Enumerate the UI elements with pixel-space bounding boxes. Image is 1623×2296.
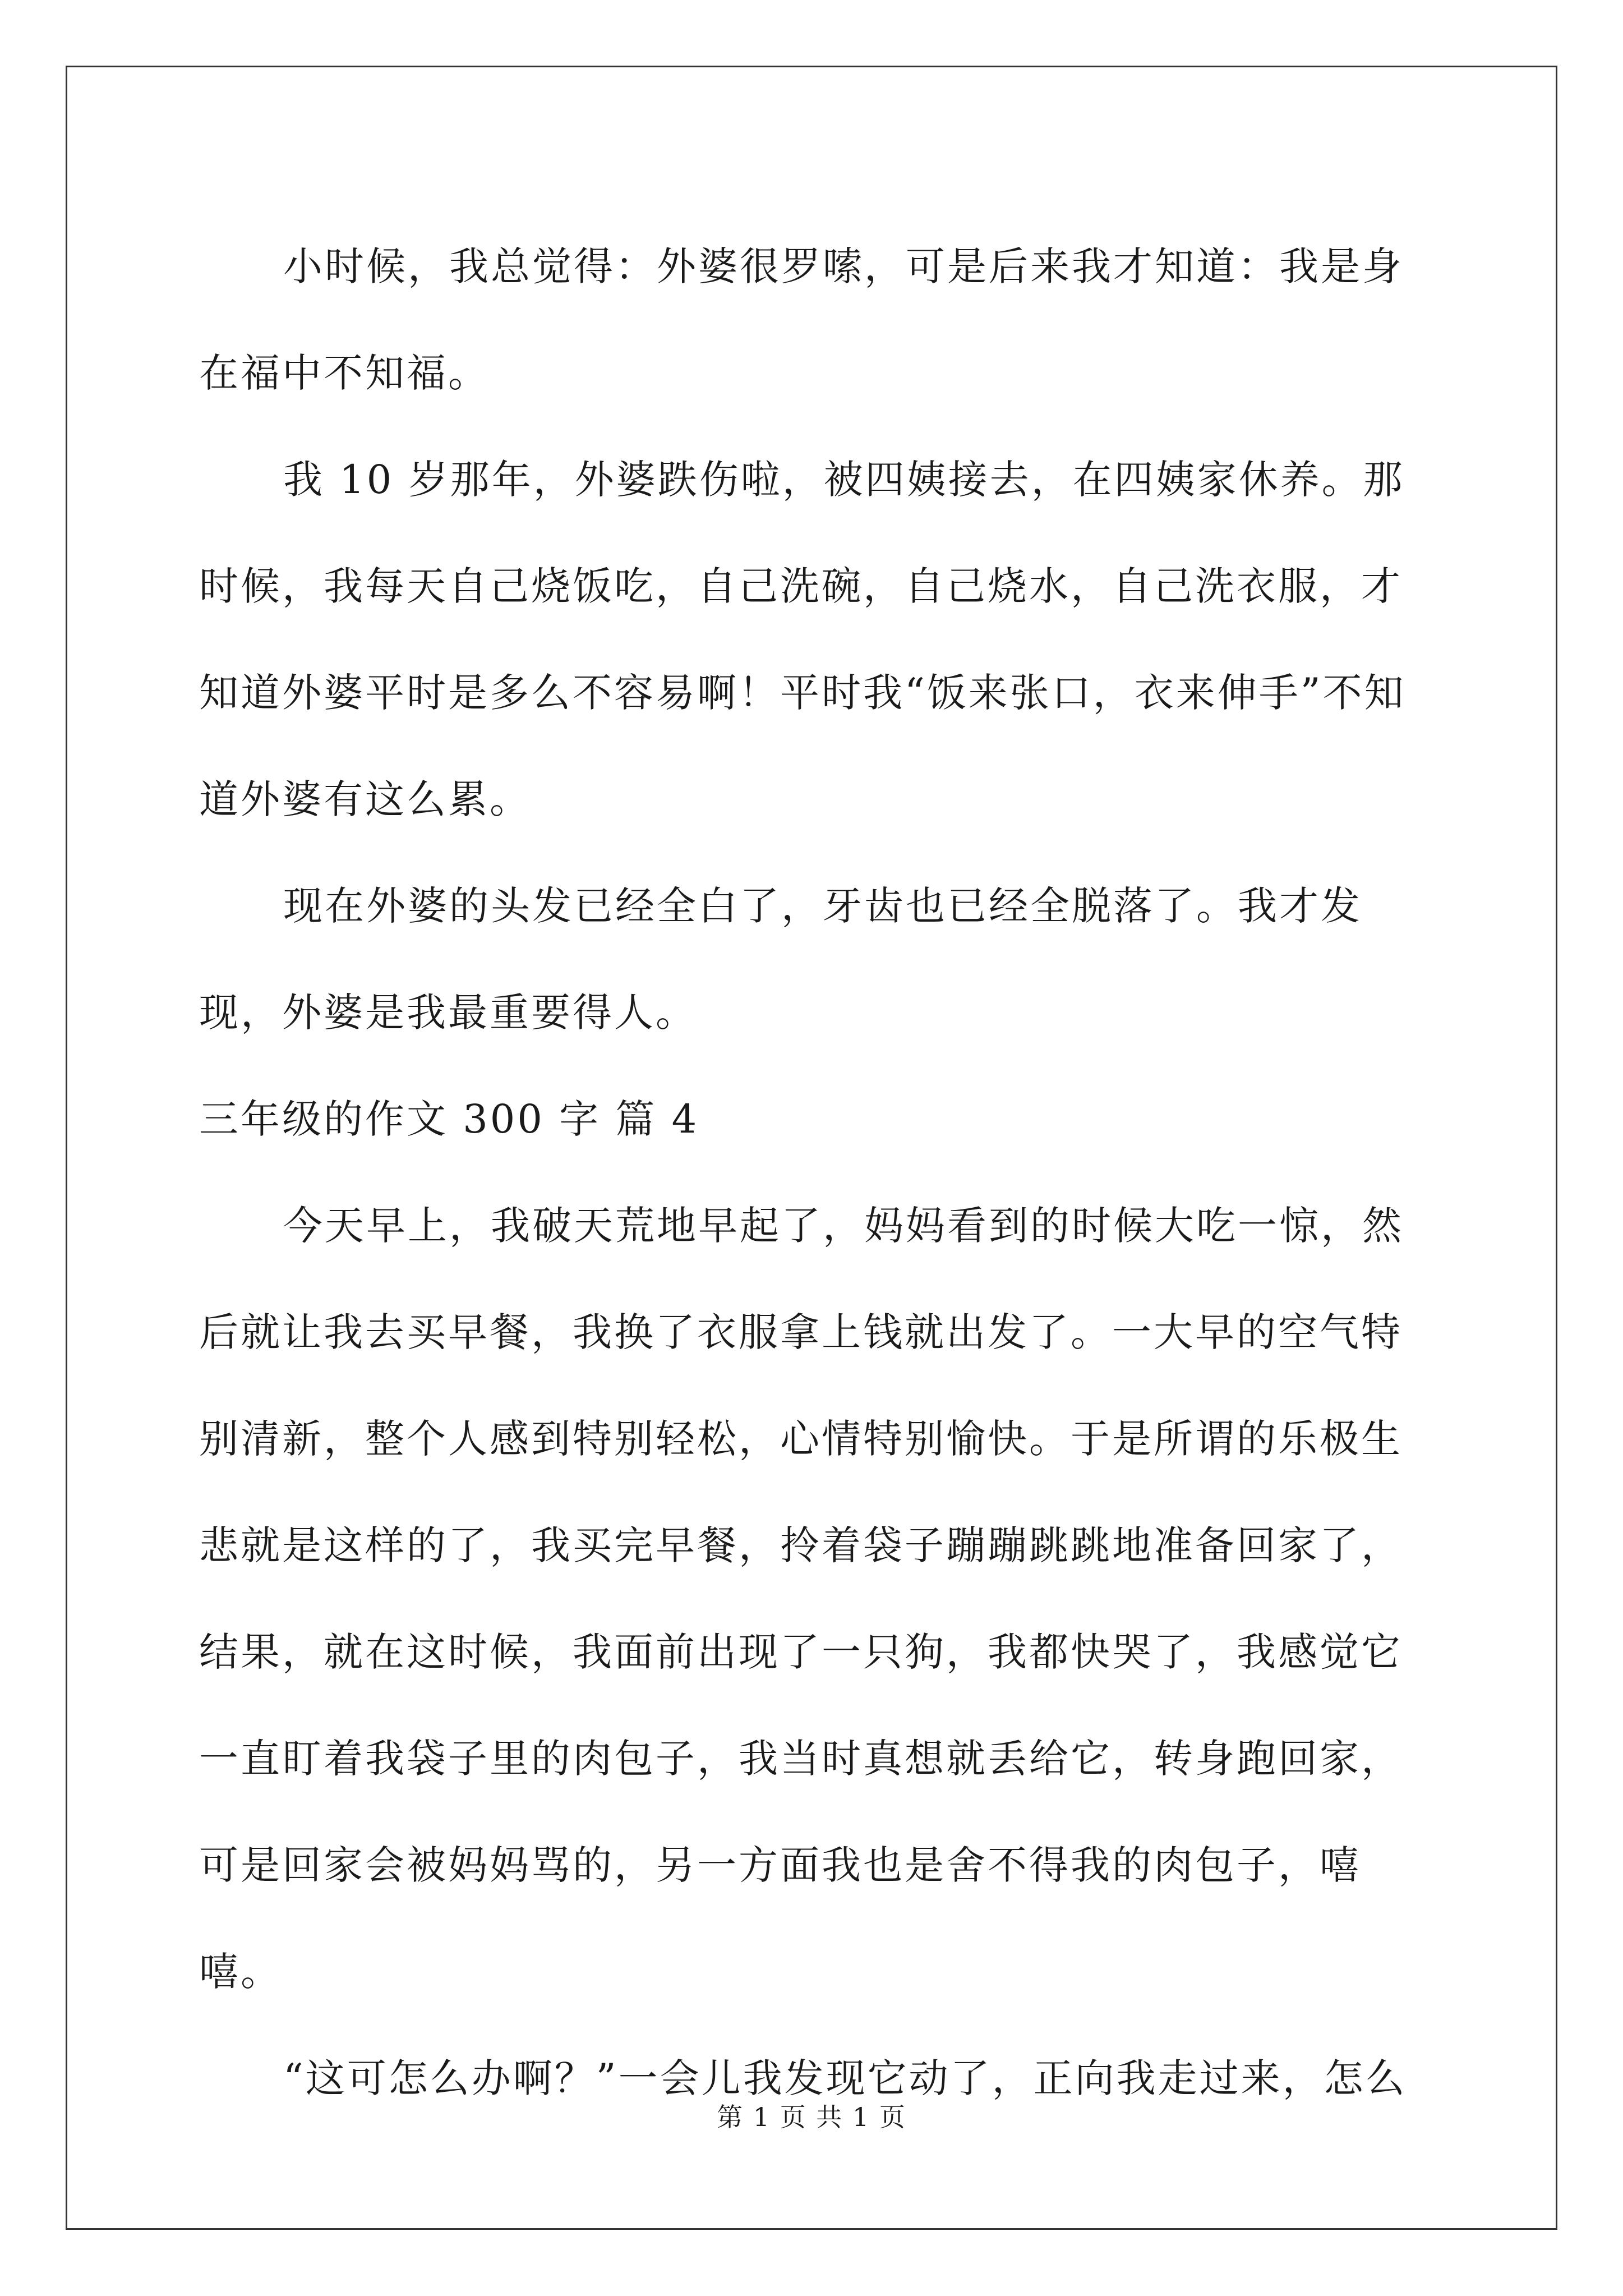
- paragraph-3: 现在外婆的头发已经全白了，牙齿也已经全脱落了。我才发现，外婆是我最重要得人。: [199, 883, 1362, 1036]
- page-footer: 第 1 页 共 1 页: [717, 2102, 906, 2132]
- paragraph-1: 小时候，我总觉得：外婆很罗嗦，可是后来我才知道：我是身在福中不知福。: [199, 243, 1404, 396]
- section-heading: 三年级的作文 300 字 篇 4: [199, 1096, 699, 1142]
- paragraph-2: 我 10 岁那年，外婆跌伤啦，被四姨接去，在四姨家休养。那时候，我每天自己烧饭吃，自己洗碗，自己烧水，自己洗衣服，才知道外婆平时是多么不容易啊！平时我“饭来张口，衣来伸手”不知道外婆有这么累。: [199, 457, 1406, 822]
- paragraph-5: “这可怎么办啊？”一会儿我发现它动了，正向我走过来，怎么: [283, 2055, 1407, 2101]
- paragraph-4: 今天早上，我破天荒地早起了，妈妈看到的时候大吃一惊，然后就让我去买早餐，我换了衣服拿上钱就出发了。一大早的空气特别清新，整个人感到特别轻松，心情特别愉快。于是所谓的乐极生悲就是这样的了，我买完早餐，拎着袋子蹦蹦跳跳地准备回家了，结果，就在这时候，我面前出现了一只狗，我都快哭了，我感觉它一直盯着我袋子里的肉包子，我当时真想就丢给它，转身跑回家，可是回家会被妈妈骂的，另一方面我也是舍不得我的肉包子，嘻嘻。: [199, 1203, 1404, 1995]
- document-body: [199, 213, 1427, 2132]
